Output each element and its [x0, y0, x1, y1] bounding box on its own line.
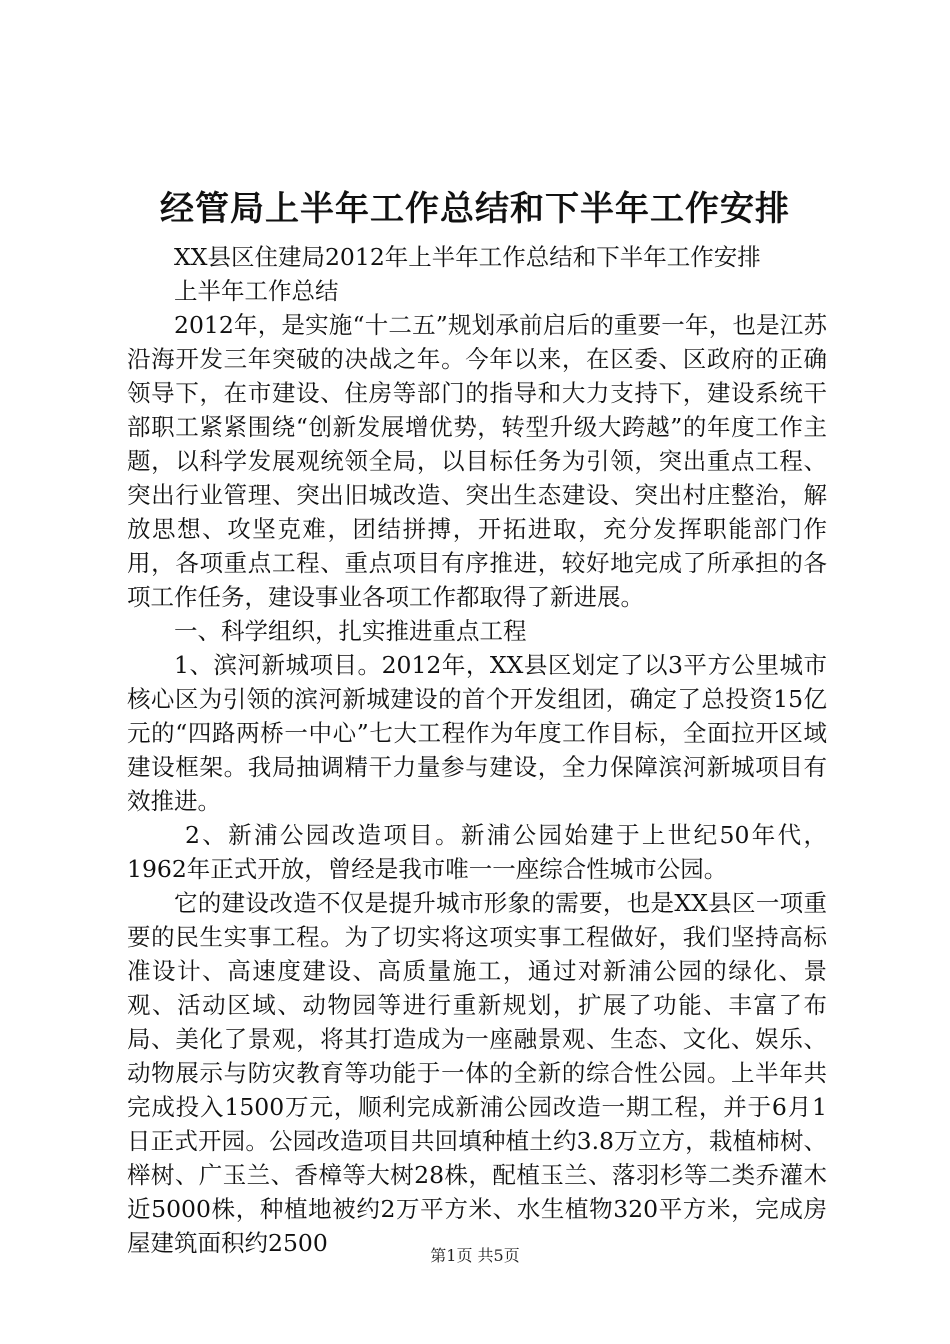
- document-body: [127, 240, 827, 1260]
- document-title: 经管局上半年工作总结和下半年工作安排: [160, 189, 790, 229]
- paragraph-park-detail: 它的建设改造不仅是提升城市形象的需要，也是XX县区一项重要的民生实事工程。为了切实将这项实事工程做好，我们坚持高标准设计、高速度建设、高质量施工，通过对新浦公园的绿化、景观、活动区域、动物园等进行重新规划，扩展了功能、丰富了布局、美化了景观，将其打造成为一座融景观、生态、文化、娱乐、动物展示与防灾教育等功能于一体的全新的综合性公园。上半年共完成投入1500万元，顺利完成新浦公园改造一期工程，并于6月1日正式开园。公园改造项目共回填种植土约3.8万立方，栽植柿树、榉树、广玉兰、香樟等大树28株，配植玉兰、落羽杉等二类乔灌木近5000株，种植地被约2万平方米、水生植物320平方米，完成房屋建筑面积约2500: [127, 889, 827, 1257]
- paragraph-xinpu: 2、新浦公园改造项目。新浦公园始建于上世纪50年代，1962年正式开放，曾经是我市唯一一座综合性城市公园。: [127, 821, 827, 883]
- page-footer: 第1页 共5页: [430, 1246, 520, 1265]
- paragraph-heading-1: 一、科学组织，扎实推进重点工程: [174, 617, 527, 645]
- section-heading: 上半年工作总结: [174, 277, 339, 305]
- paragraph-binhe: 1、滨河新城项目。2012年，XX县区划定了以3平方公里城市核心区为引领的滨河新城建设的首个开发组团，确定了总投资15亿元的“四路两桥一中心”七大工程作为年度工作目标，全面拉开区域建设框架。我局抽调精干力量参与建设，全力保障滨河新城项目有效推进。: [127, 651, 827, 815]
- document-subtitle: XX县区住建局2012年上半年工作总结和下半年工作安排: [174, 243, 761, 271]
- paragraph-intro: 2012年，是实施“十二五”规划承前启后的重要一年，也是江苏沿海开发三年突破的决战之年。今年以来，在区委、区政府的正确领导下，在市建设、住房等部门的指导和大力支持下，建设系统干部职工紧紧围绕“创新发展增优势，转型升级大跨越”的年度工作主题，以科学发展观统领全局，以目标任务为引领，突出重点工程、突出行业管理、突出旧城改造、突出生态建设、突出村庄整治，解放思想、攻坚克难，团结拼搏，开拓进取，充分发挥职能部门作用，各项重点工程、重点项目有序推进，较好地完成了所承担的各项工作任务，建设事业各项工作都取得了新进展。: [127, 311, 827, 611]
